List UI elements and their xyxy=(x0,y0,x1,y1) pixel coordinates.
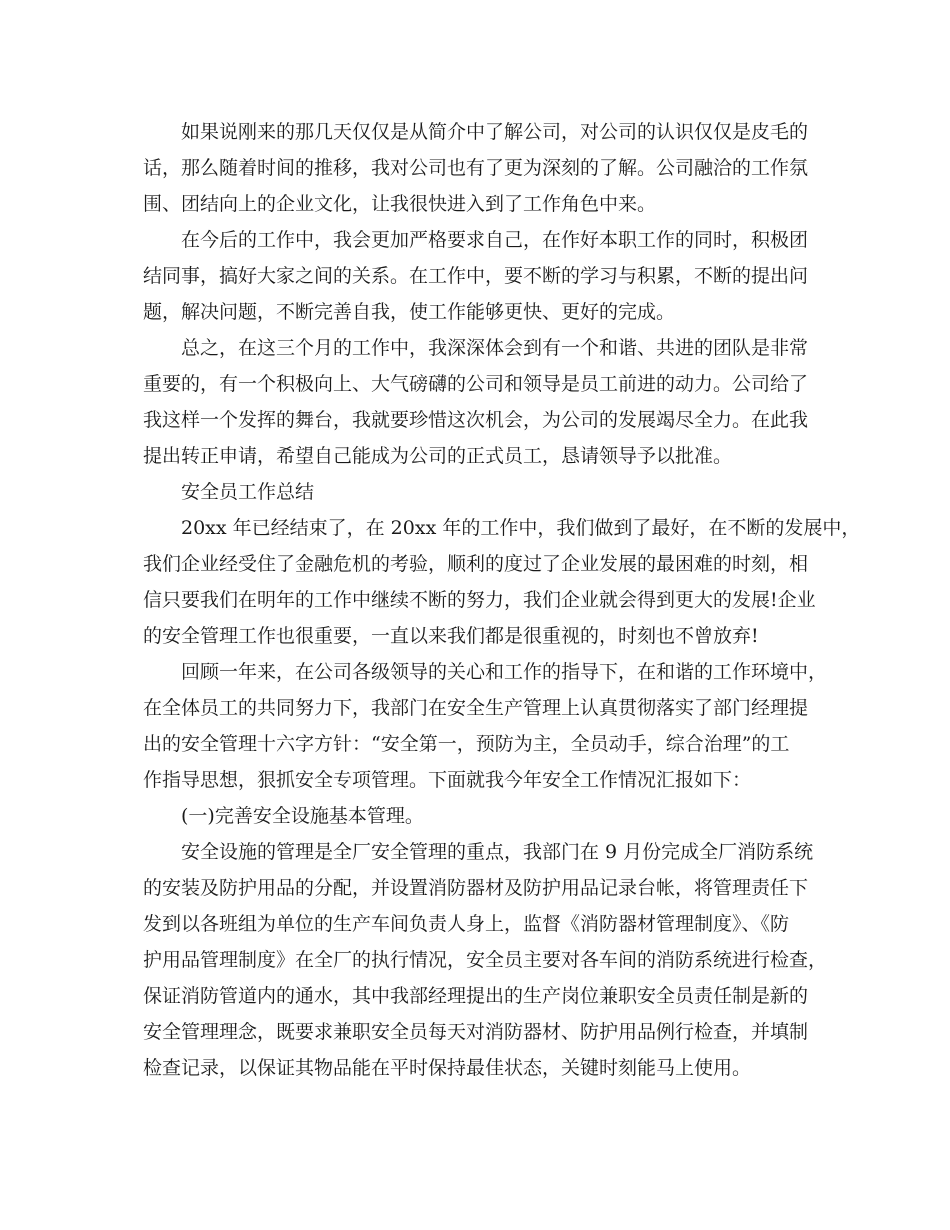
paragraph-line: 的安装及防护用品的分配，并设置消防器材及防护用品记录台帐，将管理责任下 xyxy=(143,877,809,899)
paragraph-line: 我们企业经受住了金融危机的考验，顺利的度过了企业发展的最困难的时刻，相 xyxy=(143,553,809,575)
paragraph-line: 出的安全管理十六字方针：“安全第一，预防为主，全员动手，综合治理”的工 xyxy=(143,733,790,755)
paragraph-line: 的安全管理工作也很重要，一直以来我们都是很重视的，时刻也不曾放弃! xyxy=(143,625,759,647)
paragraph-line: 我这样一个发挥的舞台，我就要珍惜这次机会，为公司的发展竭尽全力。在此我 xyxy=(143,409,809,431)
paragraph-line: 安全管理理念，既要求兼职安全员每天对消防器材、防护用品例行检查，并填制 xyxy=(143,1021,809,1043)
paragraph-line: 保证消防管道内的通水，其中我部经理提出的生产岗位兼职安全员责任制是新的 xyxy=(143,985,809,1007)
section-title: 安全员工作总结 xyxy=(181,481,315,503)
paragraph-line: 题，解决问题，不断完善自我，使工作能够更快、更好的完成。 xyxy=(143,301,676,323)
paragraph-line: 发到以各班组为单位的生产车间负责人身上，监督《消防器材管理制度》、《防 xyxy=(143,913,790,935)
paragraph-line: 20xx 年已经结束了，在 20xx 年的工作中，我们做到了最好，在不断的发展中， xyxy=(181,517,861,539)
paragraph-line: 提出转正申请，希望自己能成为公司的正式员工，恳请领导予以批准。 xyxy=(143,445,733,467)
paragraph-line: 在今后的工作中，我会更加严格要求自己，在作好本职工作的同时，积极团 xyxy=(181,229,809,251)
paragraph-line: 护用品管理制度》在全厂的执行情况，安全员主要对各车间的消防系统进行检查， xyxy=(143,949,828,971)
paragraph-line: 在全体员工的共同努力下，我部门在安全生产管理上认真贯彻落实了部门经理提 xyxy=(143,697,809,719)
paragraph-line: 信只要我们在明年的工作中继续不断的努力，我们企业就会得到更大的发展!企业 xyxy=(143,589,816,611)
paragraph-line: 围、团结向上的企业文化，让我很快进入到了工作角色中来。 xyxy=(143,193,657,215)
paragraph-line: 检查记录，以保证其物品能在平时保持最佳状态，关键时刻能马上使用。 xyxy=(143,1057,752,1079)
paragraph-line: 安全设施的管理是全厂安全管理的重点，我部门在 9 月份完成全厂消防系统 xyxy=(181,841,814,863)
subsection-heading: (一)完善安全设施基本管理。 xyxy=(181,805,424,827)
paragraph-line: 如果说刚来的那几天仅仅是从简介中了解公司，对公司的认识仅仅是皮毛的 xyxy=(181,121,809,143)
paragraph-line: 总之，在这三个月的工作中，我深深体会到有一个和谐、共进的团队是非常 xyxy=(181,337,809,359)
paragraph-line: 作指导思想，狠抓安全专项管理。下面就我今年安全工作情况汇报如下： xyxy=(143,769,752,791)
paragraph-line: 重要的，有一个积极向上、大气磅礴的公司和领导是员工前进的动力。公司给了 xyxy=(143,373,809,395)
paragraph-line: 回顾一年来，在公司各级领导的关心和工作的指导下，在和谐的工作环境中， xyxy=(181,661,828,683)
paragraph-line: 话，那么随着时间的推移，我对公司也有了更为深刻的了解。公司融洽的工作氛 xyxy=(143,157,809,179)
paragraph-line: 结同事，搞好大家之间的关系。在工作中，要不断的学习与积累，不断的提出问 xyxy=(143,265,809,287)
